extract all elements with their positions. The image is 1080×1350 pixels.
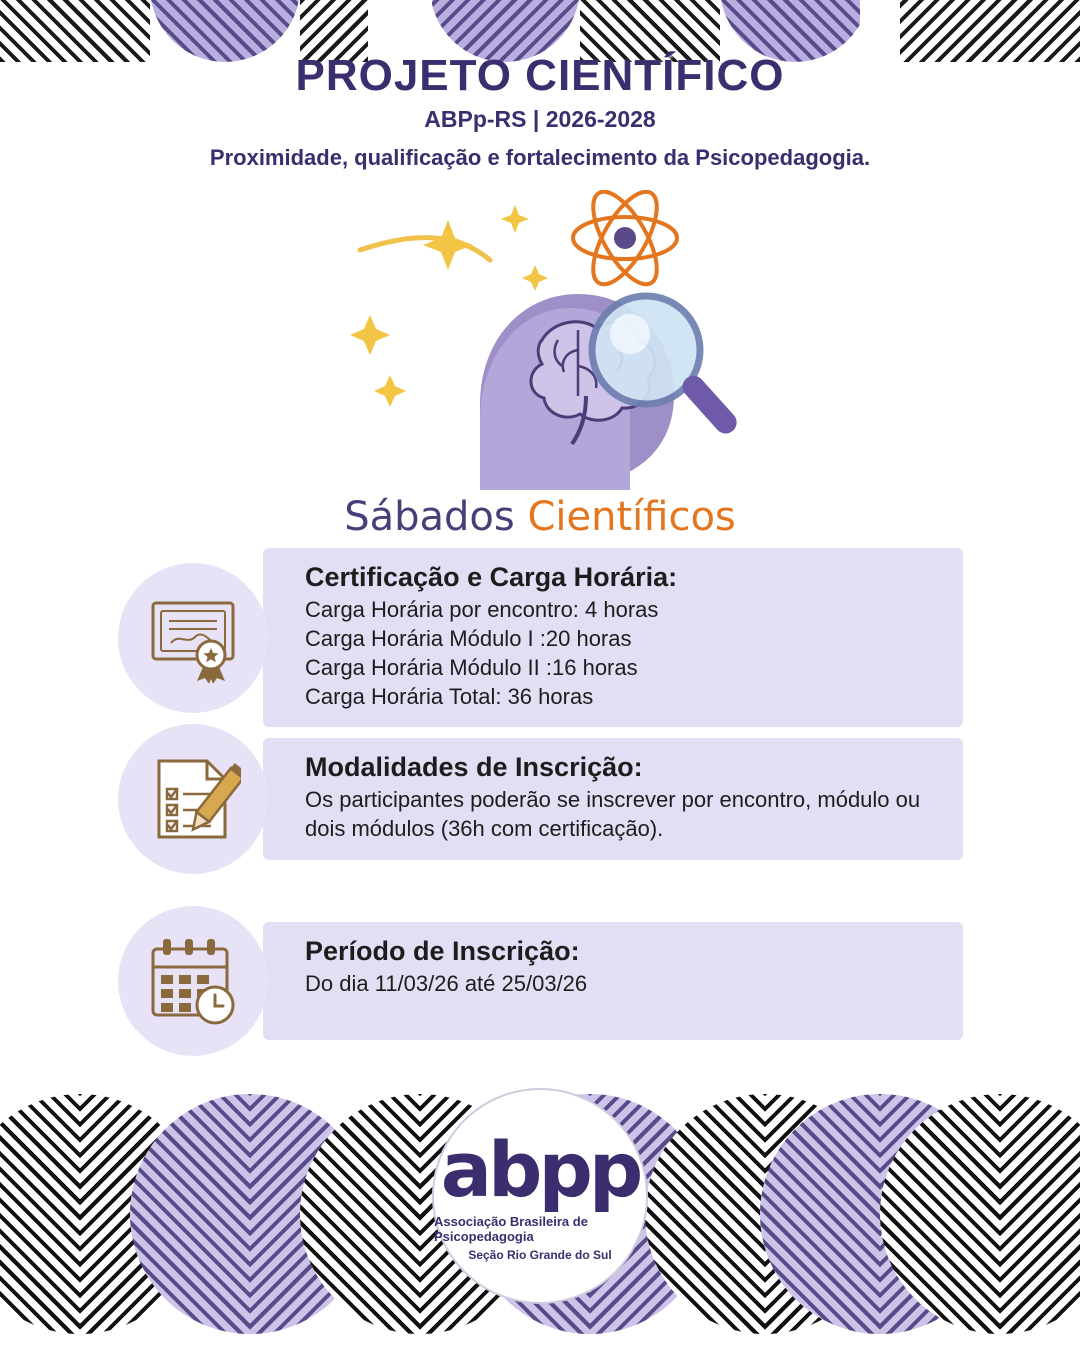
certificacao-panel	[263, 548, 963, 727]
section-modalidades	[118, 738, 963, 860]
abpp-logo-mark: abpp	[440, 1124, 640, 1214]
page-subtitle: ABPp-RS | 2026-2028	[424, 106, 656, 133]
abpp-logo	[432, 1088, 648, 1304]
hero-wordmark-part1: Sábados	[344, 494, 528, 540]
certificacao-title: Certificação e Carga Horária:	[305, 562, 678, 592]
hero-wordmark	[0, 494, 1080, 540]
abpp-logo-line2: Seção Rio Grande do Sul	[468, 1248, 612, 1263]
certificate-icon	[118, 563, 268, 713]
modalidades-body: Os participantes poderão se inscrever por encontro, módulo ou dois módulos (36h com certificação).	[305, 787, 921, 842]
section-certificacao	[118, 548, 963, 727]
certificacao-line-2: Carga Horária Módulo I :20 horas	[305, 626, 632, 652]
poster-header	[0, 52, 1080, 171]
hero-wordmark-part2: Científicos	[527, 494, 736, 540]
periodo-body: Do dia 11/03/26 até 25/03/26	[305, 971, 588, 996]
calendar-clock-icon	[118, 906, 268, 1056]
periodo-panel	[263, 922, 963, 1040]
modalidades-title: Modalidades de Inscrição:	[305, 752, 643, 782]
modalidades-panel	[263, 738, 963, 860]
checklist-pencil-icon	[118, 724, 268, 874]
head-brain-magnifier-atom-illustration	[0, 190, 1080, 490]
hero-illustration-block	[0, 190, 1080, 540]
page-tagline: Proximidade, qualificação e fortalecimento da Psicopedagogia.	[209, 145, 871, 171]
periodo-title: Período de Inscrição:	[305, 936, 580, 966]
certificacao-line-3: Carga Horária Módulo II :16 horas	[305, 655, 638, 681]
page-title: PROJETO CIENTÍFICO	[295, 51, 785, 100]
section-periodo	[118, 922, 963, 1040]
abpp-logo-line1: Associação Brasileira de Psicopedagogia	[434, 1214, 588, 1245]
certificacao-line-1: Carga Horária por encontro: 4 horas	[305, 597, 659, 622]
certificacao-line-4: Carga Horária Total: 36 horas	[305, 684, 594, 710]
